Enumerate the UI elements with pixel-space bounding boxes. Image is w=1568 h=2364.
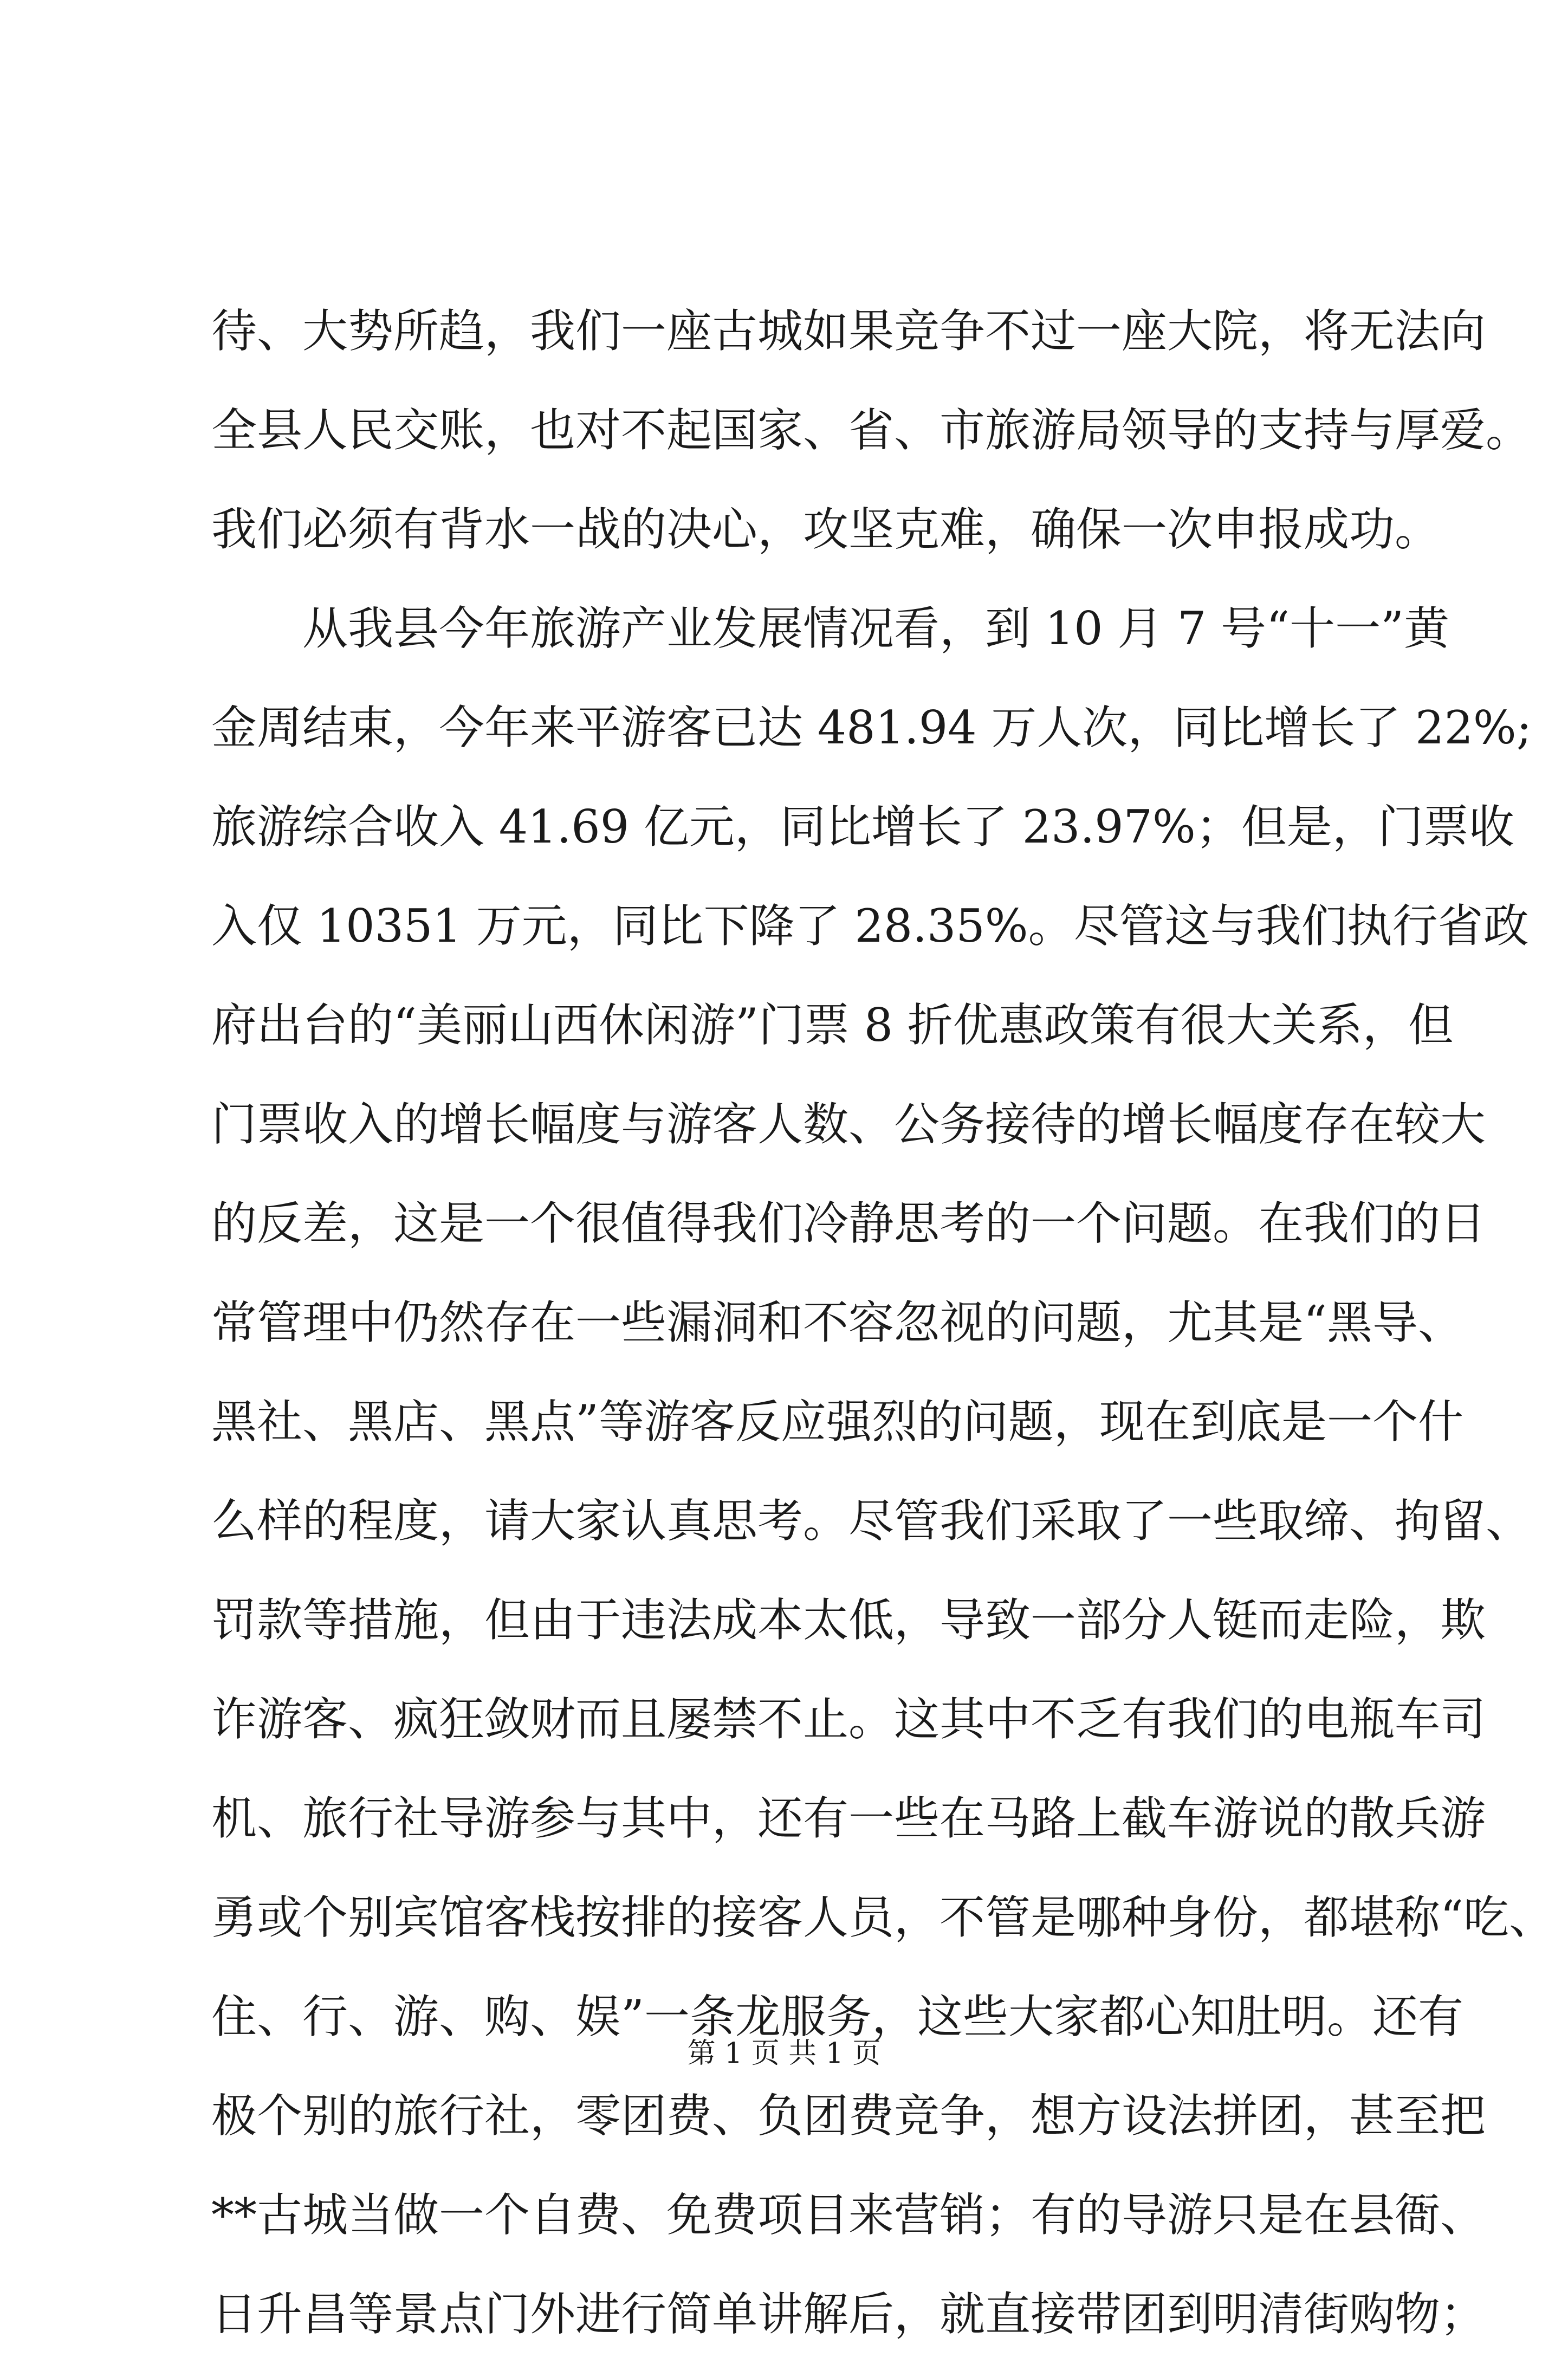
text-line: 常管理中仍然存在一些漏洞和不容忽视的问题，尤其是“黑导、 (211, 1296, 1463, 1349)
text-line: 黑社、黑店、黑点”等游客反应强烈的问题，现在到底是一个什 (211, 1395, 1463, 1448)
page-number-label: 第 1 页 共 1 页 (687, 2037, 881, 2070)
text-line: 旅游综合收入 41.69 亿元，同比增长了 23.97%；但是，门票收 (211, 800, 1514, 853)
text-line: 入仅 10351 万元，同比下降了 28.35%。尽管这与我们执行省政 (211, 899, 1529, 953)
paragraph-first-line: 从我县今年旅游产业发展情况看，到 10 月 7 号“十一”黄 (302, 602, 1450, 655)
text-line: 门票收入的增长幅度与游客人数、公务接待的增长幅度存在较大 (211, 1098, 1486, 1151)
text-line: 住、行、游、购、娱”一条龙服务，这些大家都心知肚明。还有 (211, 1990, 1463, 2043)
text-line: 么样的程度，请大家认真思考。尽管我们采取了一些取缔、拘留、 (211, 1494, 1532, 1547)
text-line: 我们必须有背水一战的决心，攻坚克难，确保一次申报成功。 (211, 503, 1441, 556)
text-line: 府出台的“美丽山西休闲游”门票 8 折优惠政策有很大关系，但 (211, 999, 1454, 1052)
text-line: 日升昌等景点门外进行简单讲解后，就直接带团到明清街购物； (211, 2288, 1486, 2341)
text-line: 的反差，这是一个很值得我们冷静思考的一个问题。在我们的日 (211, 1197, 1486, 1250)
text-line: 极个别的旅行社，零团费、负团费竞争，想方设法拼团，甚至把 (211, 2089, 1486, 2142)
text-line: 罚款等措施，但由于违法成本太低，导致一部分人铤而走险，欺 (211, 1594, 1486, 1647)
text-line: 全县人民交账，也对不起国家、省、市旅游局领导的支持与厚爱。 (211, 404, 1532, 457)
page-footer (0, 2035, 1568, 2072)
text-line: 勇或个别宾馆客栈按排的接客人员，不管是哪种身份，都堪称“吃、 (211, 1891, 1554, 1944)
text-line: 机、旅行社导游参与其中，还有一些在马路上截车游说的散兵游 (211, 1792, 1486, 1845)
text-line: 待、大势所趋，我们一座古城如果竞争不过一座大院，将无法向 (211, 305, 1486, 358)
text-line: 金周结束，今年来平游客已达 481.94 万人次，同比增长了 22%; (211, 701, 1532, 754)
text-line: 诈游客、疯狂敛财而且屡禁不止。这其中不乏有我们的电瓶车司 (211, 1693, 1486, 1746)
text-line: **古城当做一个自费、免费项目来营销；有的导游只是在县衙、 (211, 2188, 1486, 2242)
